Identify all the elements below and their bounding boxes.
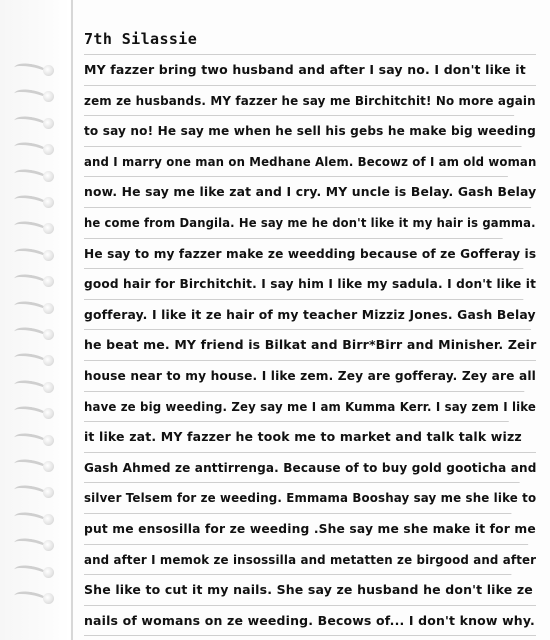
text-line: He say to my fazzer make ze weedding because of ze Gofferay is [84,239,523,270]
spiral-ring [14,62,54,78]
margin-line [71,0,73,640]
spiral-ring [14,168,54,184]
punch-hole [43,461,54,472]
punch-hole [43,197,54,208]
spiral-ring [14,352,54,368]
punch-hole [43,91,54,102]
text-line: now. He say me like zat and I cry. MY uncle is Belay. Gash Belay [84,177,531,208]
punch-hole [43,382,54,393]
text-line: She like to cut it my nails. She say ze husband he don't like ze [84,575,536,606]
text-line: Gash Ahmed ze anttirrenga. Because of to buy gold gooticha and [84,453,520,484]
punch-hole [43,540,54,551]
spiral-ring [14,511,54,527]
spiral-ring [14,141,54,157]
spiral-ring [14,300,54,316]
spiral-ring [14,115,54,131]
spiral-binding [0,0,70,640]
text-line: put me ensosilla for ze weeding .She say me she make it for me [84,514,528,545]
spiral-ring [14,484,54,500]
spiral-ring [14,405,54,421]
text-line: he come from Dangila. He say me he don't like it my hair is gamma. [84,208,503,239]
text-line: and after I memok ze insossilla and metatten ze birgood and after [84,545,511,576]
text-line: he beat me. MY friend is Bilkat and Birr*Birr and Minisher. Zeir [84,330,536,361]
text-line: good hair for Birchitchit. I say him I like my sadula. I don't like it [84,269,523,300]
text-line: gofferay. I like it ze hair of my teacher Mizziz Jones. Gash Belay [84,300,531,331]
text-line: MY fazzer bring two husband and after I say no. I don't like it [84,55,536,86]
punch-hole [43,593,54,604]
spiral-ring [14,88,54,104]
punch-hole [43,118,54,129]
punch-hole [43,171,54,182]
spiral-ring [14,590,54,606]
punch-hole [43,355,54,366]
spiral-ring [14,194,54,210]
spiral-ring [14,247,54,263]
text-line: and I marry one man on Medhane Alem. Becowz of I am old woman [84,147,508,178]
text-line: house near to my house. I like zem. Zey are gofferay. Zey are all [84,361,524,392]
spiral-ring [14,564,54,580]
page-title: 7th Silassie [84,24,536,55]
spiral-ring [14,220,54,236]
punch-hole [43,276,54,287]
spiral-ring [14,273,54,289]
text-line: to say no! He say me when he sell his gebs he make big weeding [84,116,521,147]
text-line: nails of womans on ze weeding. Becows of... I don't know why. [84,606,536,637]
text-line: silver Telsem for ze weeding. Emmama Booshay say me she like to [84,483,511,514]
spiral-ring [14,379,54,395]
handwritten-text [84,24,536,636]
text-lines [84,55,536,636]
text-line: it like zat. MY fazzer he took me to market and talk talk wizz [84,422,536,453]
punch-hole [43,514,54,525]
text-line: have ze big weeding. Zey say me I am Kumma Kerr. I say zem I like [84,392,509,423]
punch-hole [43,567,54,578]
spiral-ring [14,432,54,448]
punch-hole [43,250,54,261]
spiral-ring [14,326,54,342]
punch-hole [43,329,54,340]
punch-hole [43,303,54,314]
punch-hole [43,144,54,155]
punch-hole [43,223,54,234]
spiral-ring [14,537,54,553]
spiral-ring [14,458,54,474]
punch-hole [43,487,54,498]
punch-hole [43,435,54,446]
punch-hole [43,65,54,76]
punch-hole [43,408,54,419]
text-line: zem ze husbands. MY fazzer he say me Birchitchit! No more again [84,86,514,117]
